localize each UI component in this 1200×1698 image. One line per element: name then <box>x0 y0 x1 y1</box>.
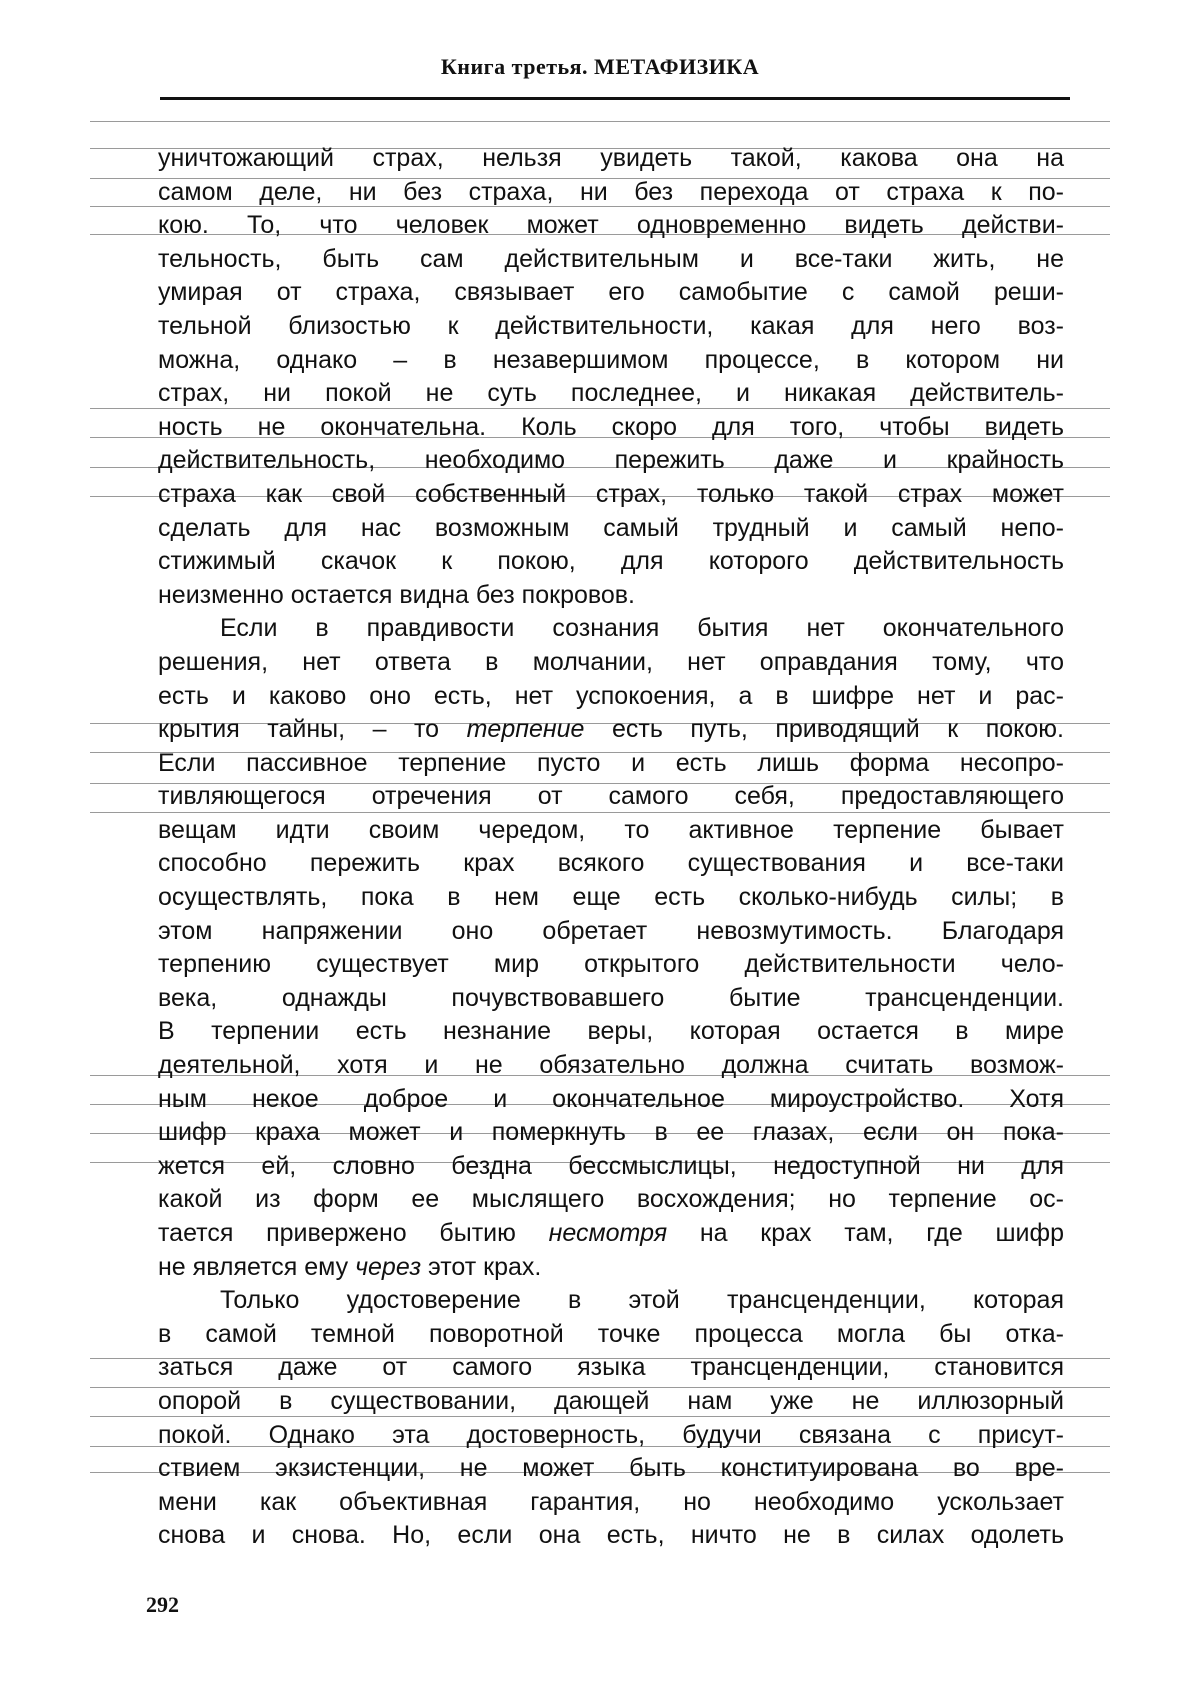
text-line: этом напряжении оно обретает невозмутимость. Благодаря <box>158 916 1064 945</box>
text-line: осуществлять, пока в нем еще есть сколько-нибудь силы; в <box>158 883 1064 912</box>
running-head: Книга третья. МЕТАФИЗИКА <box>440 54 760 79</box>
text-line: неизменно остается видна без покровов. <box>158 580 636 609</box>
italic-emphasis: терпение <box>466 715 585 744</box>
text-line: тивляющегося отречения от самого себя, предоставляющего <box>158 782 1064 811</box>
text-line: ным некое доброе и окончательное мироустройство. Хотя <box>158 1084 1064 1113</box>
text-line: тается привержено бытию несмотря на крах там, где шифр <box>158 1219 1064 1247</box>
text-line: страх, ни покой не суть последнее, и никакая действитель- <box>158 379 1064 408</box>
text-line: можна, однако – в незавершимом процессе, в котором ни <box>158 345 1064 374</box>
text-line: в самой темной поворотной точке процесса могла бы отка- <box>158 1319 1064 1348</box>
text-line: тельной близостью к действительности, какая для него воз- <box>158 311 1064 340</box>
text-line: снова и снова. Но, если она есть, ничто не в силах одолеть <box>158 1521 1064 1550</box>
text-line: тельность, быть сам действительным и все-таки жить, не <box>158 244 1064 273</box>
text-line: заться даже от самого языка трансценденции, становится <box>158 1353 1064 1382</box>
page-number: 292 <box>146 1592 179 1617</box>
text-line: деятельной, хотя и не обязательно должна считать возмож- <box>158 1051 1064 1080</box>
body-text <box>158 142 1064 1553</box>
text-line: ность не окончательна. Коль скоро для того, чтобы видеть <box>158 412 1064 441</box>
text-line: уничтожающий страх, нельзя увидеть такой, какова она на <box>158 144 1064 172</box>
text-line: сделать для нас возможным самый трудный и самый непо- <box>158 513 1064 542</box>
header-rule <box>160 97 1070 100</box>
text-line: решения, нет ответа в молчании, нет оправдания тому, что <box>158 647 1064 676</box>
text-line: Если в правдивости сознания бытия нет окончательного <box>220 614 1064 643</box>
text-line: способно пережить крах всякого существования и все-таки <box>158 849 1064 878</box>
text-line: Только удостоверение в этой трансценденции, которая <box>220 1286 1064 1315</box>
text-line: века, однажды почувствовавшего бытие трансценденции. <box>158 983 1064 1012</box>
text-line: крытия тайны, – то терпение есть путь, приводящий к покою. <box>158 715 1064 744</box>
text-line: стижимый скачок к покою, для которого действительность <box>158 547 1064 576</box>
text-line: шифр краха может и померкнуть в ее глазах, если он пока- <box>158 1118 1064 1147</box>
text-line: терпению существует мир открытого действительности чело- <box>158 950 1064 979</box>
text-line: кою. То, что человек может одновременно видеть действи- <box>158 211 1064 240</box>
text-line: ствием экзистенции, не может быть конституирована во вре- <box>158 1454 1064 1483</box>
text-line: самом деле, ни без страха, ни без перехода от страха к по- <box>158 177 1064 206</box>
text-line: действительность, необходимо пережить даже и крайность <box>158 446 1064 475</box>
text-line: страха как свой собственный страх, только такой страх может <box>158 479 1064 508</box>
text-line: Если пассивное терпение пусто и есть лишь форма несопро- <box>158 748 1064 777</box>
text-line: мени как объективная гарантия, но необходимо ускользает <box>158 1487 1064 1516</box>
text-line: вещам идти своим чередом, то активное терпение бывает <box>158 815 1064 844</box>
text-line: покой. Однако эта достоверность, будучи связана с присут- <box>158 1420 1064 1449</box>
text-line: опорой в существовании, дающей нам уже не иллюзорный <box>158 1386 1064 1415</box>
ruled-line <box>90 121 1110 122</box>
text-line: В терпении есть незнание веры, которая остается в мире <box>158 1017 1064 1046</box>
text-line: жется ей, словно бездна бессмыслицы, недоступной ни для <box>158 1151 1064 1180</box>
italic-emphasis: через <box>355 1252 422 1281</box>
text-line: не является ему через этот крах. <box>158 1252 542 1281</box>
text-line: умирая от страха, связывает его самобытие с самой реши- <box>158 278 1064 307</box>
text-line: какой из форм ее мыслящего восхождения; но терпение ос- <box>158 1185 1064 1214</box>
text-line: есть и каково оно есть, нет успокоения, а в шифре нет и рас- <box>158 681 1064 710</box>
italic-emphasis: несмотря <box>548 1219 668 1247</box>
